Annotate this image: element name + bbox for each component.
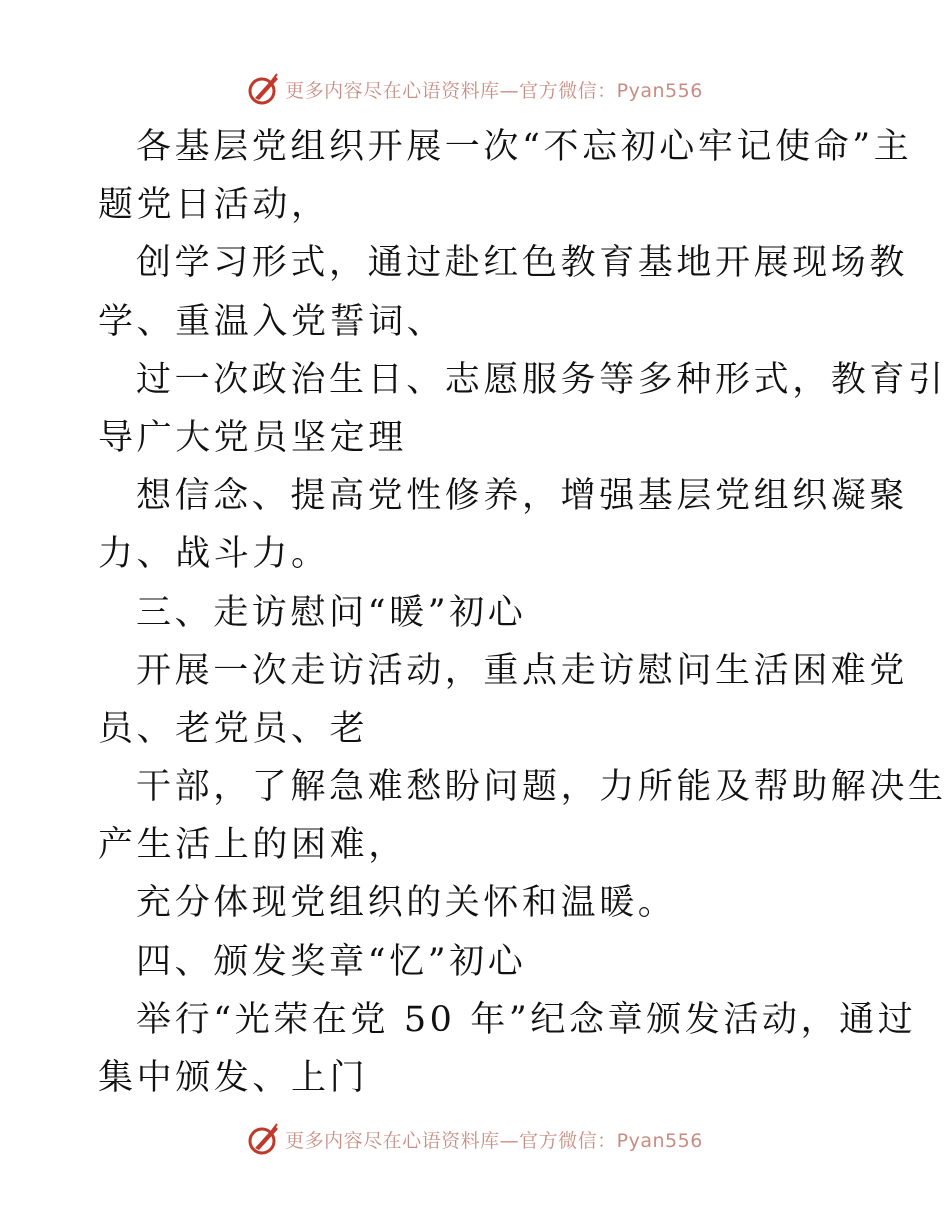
text-line: 充分体现党组织的关怀和温暖。 xyxy=(136,883,677,924)
text-line: 举行“光荣在党 50 年”纪念章颁发活动，通过 xyxy=(136,999,917,1040)
text-line: 导广大党员坚定理 xyxy=(98,417,407,458)
text-line: 员、老党员、老 xyxy=(98,708,369,749)
text-line: 集中颁发、上门 xyxy=(98,1058,369,1098)
text-line: 过一次政治生日、志愿服务等多种形式，教育引 xyxy=(136,359,947,400)
text-line: 干部，了解急难愁盼问题，力所能及帮助解决生 xyxy=(136,767,947,808)
text-line: 学、重温入党誓词、 xyxy=(98,301,446,342)
text-line: 开展一次走访活动，重点走访慰问生活困难党 xyxy=(136,650,909,691)
watermark-text: 更多内容尽在心语资料库—官方微信：Pyan556 xyxy=(285,1129,703,1152)
text-line: 题党日活动， xyxy=(98,185,330,226)
document-body xyxy=(98,118,947,1107)
text-line: 创学习形式，通过赴红色教育基地开展现场教 xyxy=(136,243,909,284)
watermark-text: 更多内容尽在心语资料库—官方微信：Pyan556 xyxy=(285,79,703,102)
quill-seal-icon xyxy=(247,1122,281,1156)
text-line: 力、战斗力。 xyxy=(98,534,330,575)
text-line: 产生活上的困难， xyxy=(98,825,407,866)
header-watermark xyxy=(0,72,950,106)
footer-watermark xyxy=(0,1122,950,1156)
text-line: 四、颁发奖章“忆”初心 xyxy=(136,941,527,982)
quill-seal-icon xyxy=(247,72,281,106)
text-line: 想信念、提高党性修养，增强基层党组织凝聚 xyxy=(136,476,909,517)
text-line: 各基层党组织开展一次“不忘初心牢记使命”主 xyxy=(136,127,913,167)
text-line: 三、走访慰问“暖”初心 xyxy=(136,592,527,633)
